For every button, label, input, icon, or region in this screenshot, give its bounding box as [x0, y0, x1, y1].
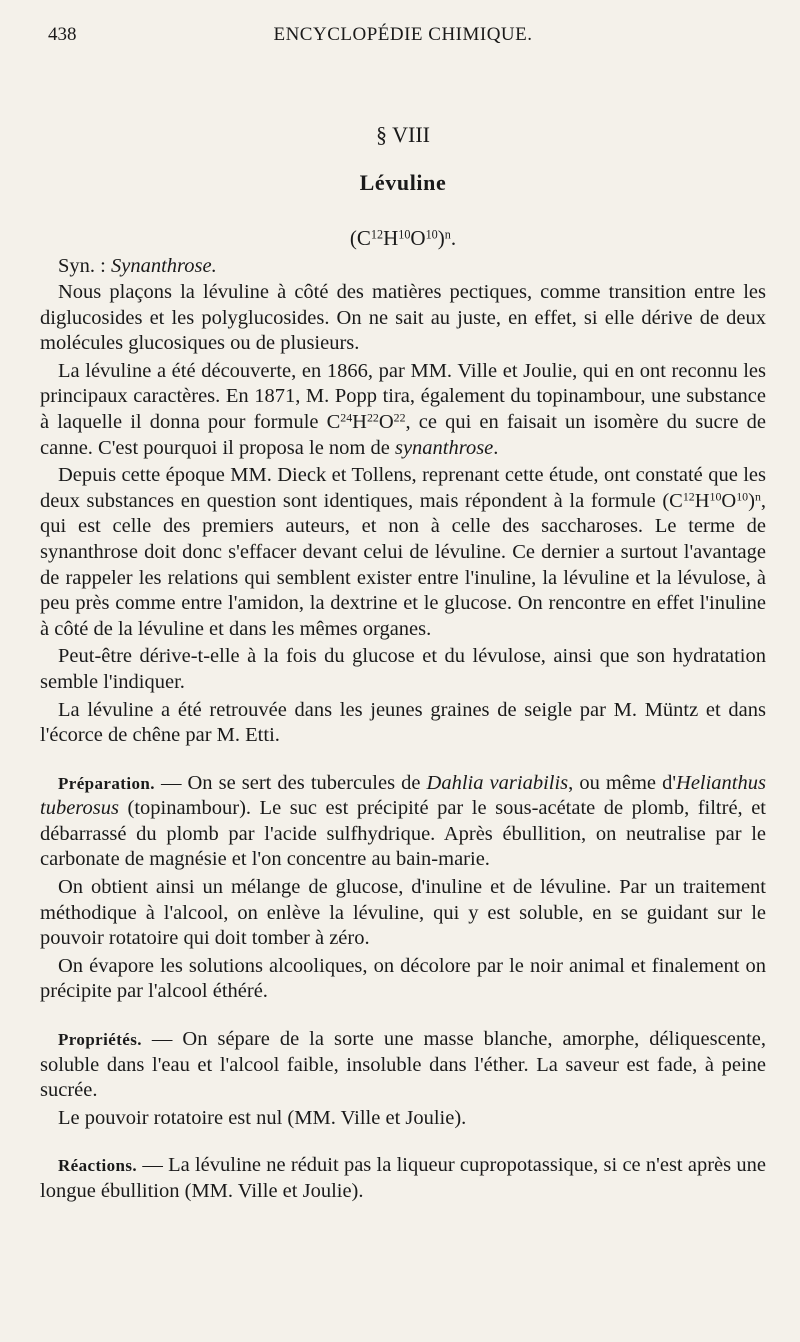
intro-paragraph-5: La lévuline a été retrouvée dans les jeunes graines de seigle par M. Müntz et dans l'écorce de chêne par M. Etti.: [40, 698, 766, 747]
page-number: 438: [48, 24, 77, 45]
reactions-heading: Réactions.: [58, 1156, 138, 1176]
intro-paragraph-1: Nous plaçons la lévuline à côté des matières pectiques, comme transition entre les diglucosides et les polyglucosides. On ne sait au juste, en effet, si elle dérive de deux molécules glucosiques ou de plusieurs.: [40, 281, 766, 355]
page-header: [40, 0, 766, 60]
proprietes-paragraph-1: Propriétés. — On sépare de la sorte une masse blanche, amorphe, déliquescente, soluble dans l'eau et l'alcool faible, insoluble dans l'éther. La saveur est fade, à peine sucrée.: [40, 1028, 766, 1102]
section-title: Lévuline: [359, 170, 447, 195]
preparation-paragraph-1: Préparation. — On se sert des tubercules de Dahlia variabilis, ou même d'Helianthus tuberosus (topinambour). Le suc est précipité par le sous-acétate de plomb, filtré, et débarrassé du plomb par l'acide sulfhydrique. Après ébullition, on neutralise par le carbonate de magnésie et l'on concentre au bain-marie.: [40, 771, 766, 871]
running-head: ENCYCLOPÉDIE CHIMIQUE.: [273, 24, 533, 45]
synonym-line: Syn. : Synanthrose.: [58, 255, 217, 277]
intro-paragraph-3: Depuis cette époque MM. Dieck et Tollens, reprenant cette étude, ont constaté que les deux substances en question sont identiques, mais répondent à la formule $(C^{12}H^{10}O^{10})^n$, qui est celle des premiers auteurs, et non à celle des saccharoses. Le terme de synanthrose doit donc s'effacer devant celui de lévuline. Ce dernier a surtout l'avantage de rappeler les relations qui semblent exister entre l'inuline, la lévuline et la lévulose, à peu près comme entre l'amidon, la dextrine et le glucose. On rencontre en effet l'inuline à côté de la lévuline et dans les mêmes organes.: [40, 464, 766, 640]
preparation-paragraph-2: On obtient ainsi un mélange de glucose, d'inuline et de lévuline. Par un traitement méthodique à l'alcool, on enlève la lévuline, qui y est soluble, en se guidant sur le pouvoir rotatoire qui doit tomber à zéro.: [40, 876, 766, 950]
proprietes-heading: Propriétés.: [58, 1030, 142, 1050]
chemical-formula: $(C^{12}H^{10}O^{10})^n$.: [349, 226, 457, 250]
intro-paragraph-2: La lévuline a été découverte, en 1866, par MM. Ville et Joulie, qui en ont reconnu les principaux caractères. En 1871, M. Popp tira, également du topinambour, une substance à laquelle il donna pour formule $C^{24}H^{22}O^{22}$, ce qui en faisait un isomère du sucre de canne. C'est pourquoi il proposa le nom de synanthrose.: [40, 359, 767, 459]
section-number: § VIII: [376, 122, 430, 147]
intro-paragraph-4: Peut-être dérive-t-elle à la fois du glucose et du lévulose, ainsi que son hydratation semble l'indiquer.: [40, 645, 766, 693]
preparation-heading: Préparation.: [58, 773, 155, 793]
preparation-paragraph-3: On évapore les solutions alcooliques, on décolore par le noir animal et finalement on précipite par l'alcool éthéré.: [40, 954, 766, 1003]
proprietes-paragraph-2: Le pouvoir rotatoire est nul (MM. Ville et Joulie).: [58, 1106, 467, 1129]
reactions-paragraph: Réactions. — La lévuline ne réduit pas la liqueur cupropotassique, si ce n'est après une longue ébullition (MM. Ville et Joulie).: [40, 1154, 766, 1202]
